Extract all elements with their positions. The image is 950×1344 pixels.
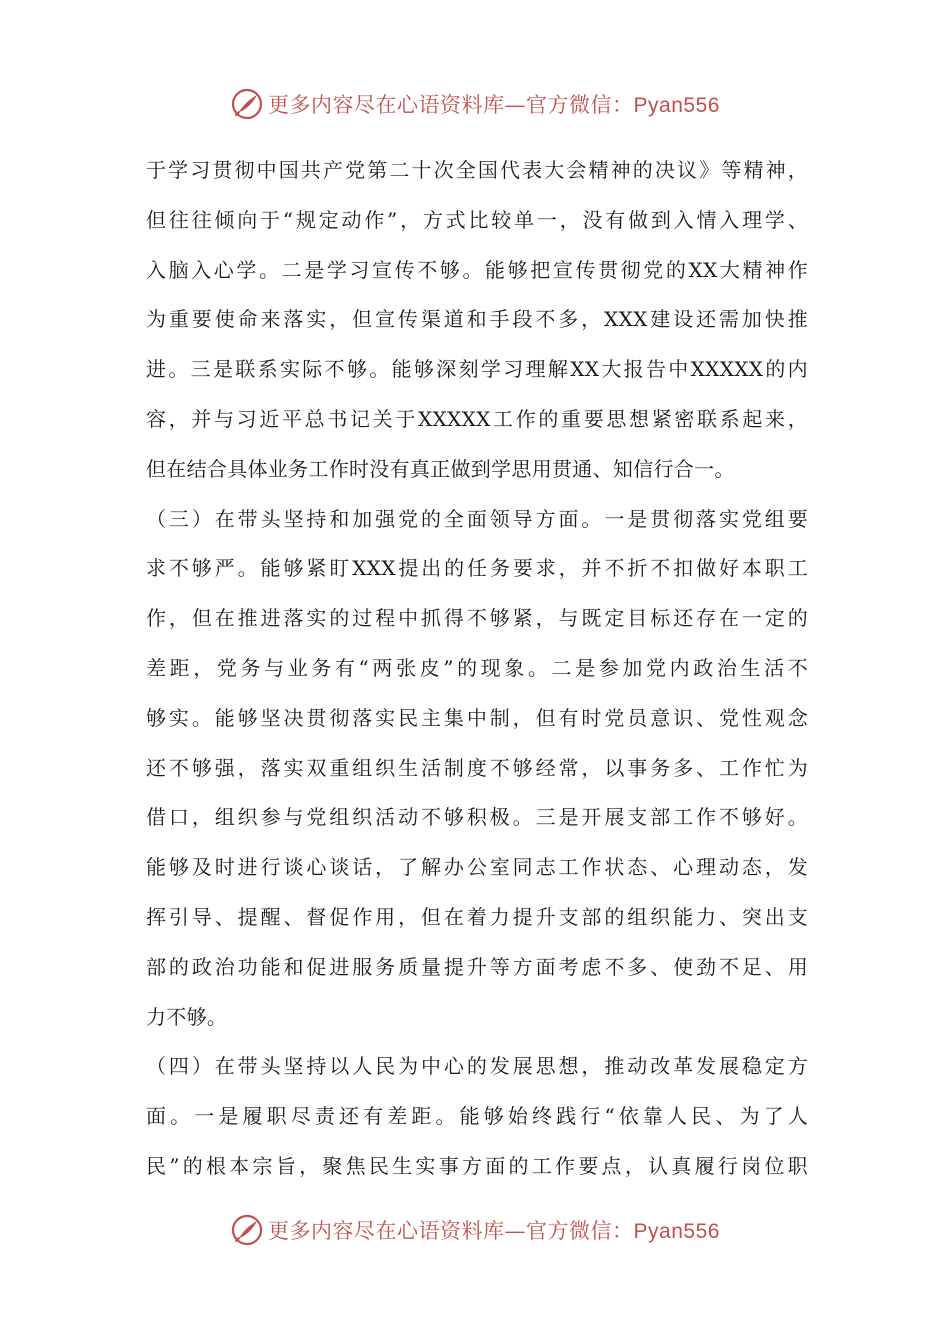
quill-logo-icon xyxy=(230,1213,264,1247)
text-line: 但往往倾向于“规定动作”，方式比较单一，没有做到入情入理学、 xyxy=(146,207,808,232)
text-line: 够实。能够坚决贯彻落实民主集中制，但有时党员意识、党性观念 xyxy=(146,705,808,730)
text-line: 力不够。 xyxy=(146,1004,228,1029)
text-line: 求不够严。能够紧盯XXX提出的任务要求，并不折不扣做好本职工 xyxy=(146,556,808,581)
text-line: 入脑入心学。二是学习宣传不够。能够把宣传贯彻党的XX大精神作 xyxy=(146,257,808,282)
section-heading-line: （三）在带头坚持和加强党的全面领导方面。一是贯彻落实党组要 xyxy=(146,506,808,531)
text-line: 容，并与习近平总书记关于XXXXX工作的重要思想紧密联系起来， xyxy=(146,406,808,431)
text-line: 部的政治功能和促进服务质量提升等方面考虑不多、使劲不足、用 xyxy=(146,954,808,979)
text-line: 挥引导、提醒、督促作用，但在着力提升支部的组织能力、突出支 xyxy=(146,904,808,929)
text-line: 为重要使命来落实，但宣传渠道和手段不多，XXX建设还需加快推 xyxy=(146,307,808,332)
text-line: 但在结合具体业务工作时没有真正做到学思用贯通、知信行合一。 xyxy=(146,456,735,481)
wechat-id: Pyan556 xyxy=(633,94,720,117)
banner-text: 更多内容尽在心语资料库—官方微信：Pyan556 xyxy=(268,1219,720,1243)
text-line: 能够及时进行谈心谈话，了解办公室同志工作状态、心理动态，发 xyxy=(146,855,808,880)
quill-logo-icon xyxy=(230,87,264,121)
text-line: 面。一是履职尽责还有差距。能够始终践行“依靠人民、为了人 xyxy=(146,1104,808,1129)
text-line: 作，但在推进落实的过程中抓得不够紧，与既定目标还存在一定的 xyxy=(146,606,808,631)
text-line: 民”的根本宗旨，聚焦民生实事方面的工作要点，认真履行岗位职 xyxy=(146,1153,808,1178)
text-line: 差距，党务与业务有“两张皮”的现象。二是参加党内政治生活不 xyxy=(146,655,808,680)
wechat-id: Pyan556 xyxy=(633,1220,720,1243)
text-line: 进。三是联系实际不够。能够深刻学习理解XX大报告中XXXXX的内 xyxy=(146,357,808,382)
section-heading-line: （四）在带头坚持以人民为中心的发展思想，推动改革发展稳定方 xyxy=(146,1054,808,1079)
text-line: 于学习贯彻中国共产党第二十次全国代表大会精神的决议》等精神， xyxy=(146,158,808,182)
text-line: 借口，组织参与党组织活动不够积极。三是开展支部工作不够好。 xyxy=(146,805,808,830)
footer-watermark-banner xyxy=(0,1208,950,1252)
document-body xyxy=(146,146,808,1192)
header-watermark-banner xyxy=(0,82,950,126)
banner-text: 更多内容尽在心语资料库—官方微信：Pyan556 xyxy=(268,93,720,117)
text-line: 还不够强，落实双重组织生活制度不够经常，以事务多、工作忙为 xyxy=(146,755,808,780)
